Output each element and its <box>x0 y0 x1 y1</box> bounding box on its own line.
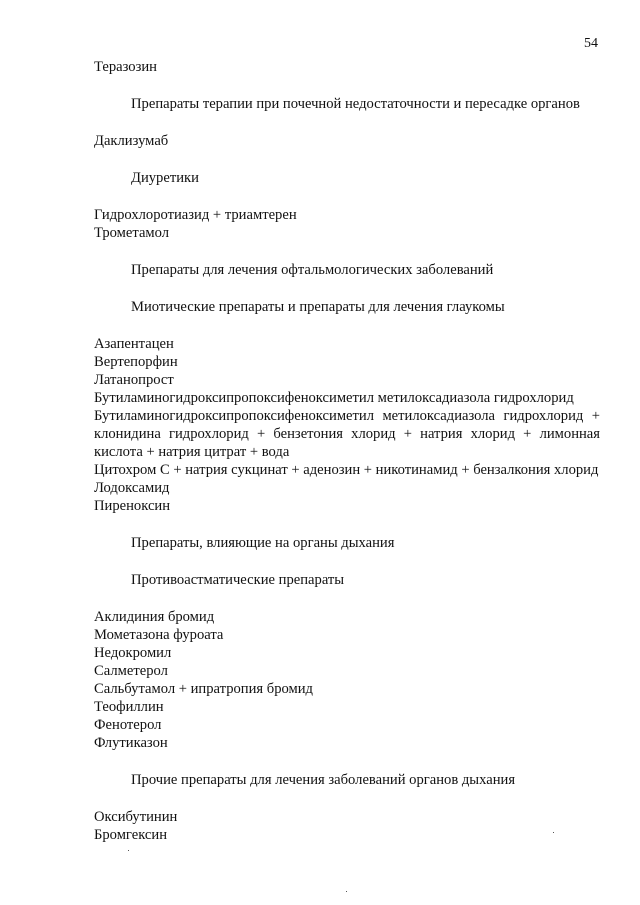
drug-entry: Фенотерол <box>94 717 162 733</box>
drug-entry: Вертепорфин <box>94 354 178 370</box>
drug-entry: Азапентацен <box>94 336 174 352</box>
section-heading: Препараты терапии при почечной недостаточности и пересадке органов <box>131 96 580 112</box>
drug-entry: Цитохром С + натрия сукцинат + аденозин + никотинамид + бензалкония хлорид <box>94 462 599 478</box>
section-heading: Препараты, влияющие на органы дыхания <box>131 535 395 551</box>
drug-entry: Бромгексин <box>94 827 168 843</box>
section-heading: Диуретики <box>131 170 199 186</box>
drug-entry: Трометамол <box>94 225 170 241</box>
subsection-heading: Миотические препараты и препараты для лечения глаукомы <box>131 299 505 315</box>
page-number: 54 <box>584 36 598 51</box>
drug-entry: Сальбутамол + ипратропия бромид <box>94 681 313 697</box>
drug-entry: Гидрохлоротиазид + триамтерен <box>94 207 297 223</box>
drug-entry: Пиреноксин <box>94 498 171 514</box>
section-heading: Препараты для лечения офтальмологических заболеваний <box>131 262 494 278</box>
drug-entry: Недокромил <box>94 645 172 661</box>
document-body <box>94 58 600 844</box>
drug-entry: Салметерол <box>94 663 168 679</box>
drug-entry: Теразозин <box>94 59 157 75</box>
scan-speck <box>128 850 129 851</box>
subsection-heading: Противоастматические препараты <box>131 572 345 588</box>
drug-entry: Бутиламиногидроксипропоксифеноксиметил метилоксадиазола гидрохлорид <box>94 390 574 406</box>
scan-speck <box>346 891 347 892</box>
drug-entry: Бутиламиногидроксипропоксифеноксиметил метилоксадиазола гидрохлорид + клонидина гидрохлорид + бензетония хлорид + натрия хлорид + лимонная кислота + натрия цитрат + вода <box>94 408 600 460</box>
drug-entry: Даклизумаб <box>94 133 169 149</box>
drug-entry: Мометазона фуроата <box>94 627 224 643</box>
scan-speck <box>553 832 554 833</box>
drug-entry: Теофиллин <box>94 699 164 715</box>
drug-entry: Латанопрост <box>94 372 174 388</box>
drug-entry: Аклидиния бромид <box>94 609 215 625</box>
drug-entry: Флутиказон <box>94 735 168 751</box>
drug-entry: Лодоксамид <box>94 480 170 496</box>
drug-entry: Оксибутинин <box>94 809 178 825</box>
subsection-heading: Прочие препараты для лечения заболеваний органов дыхания <box>131 772 516 788</box>
